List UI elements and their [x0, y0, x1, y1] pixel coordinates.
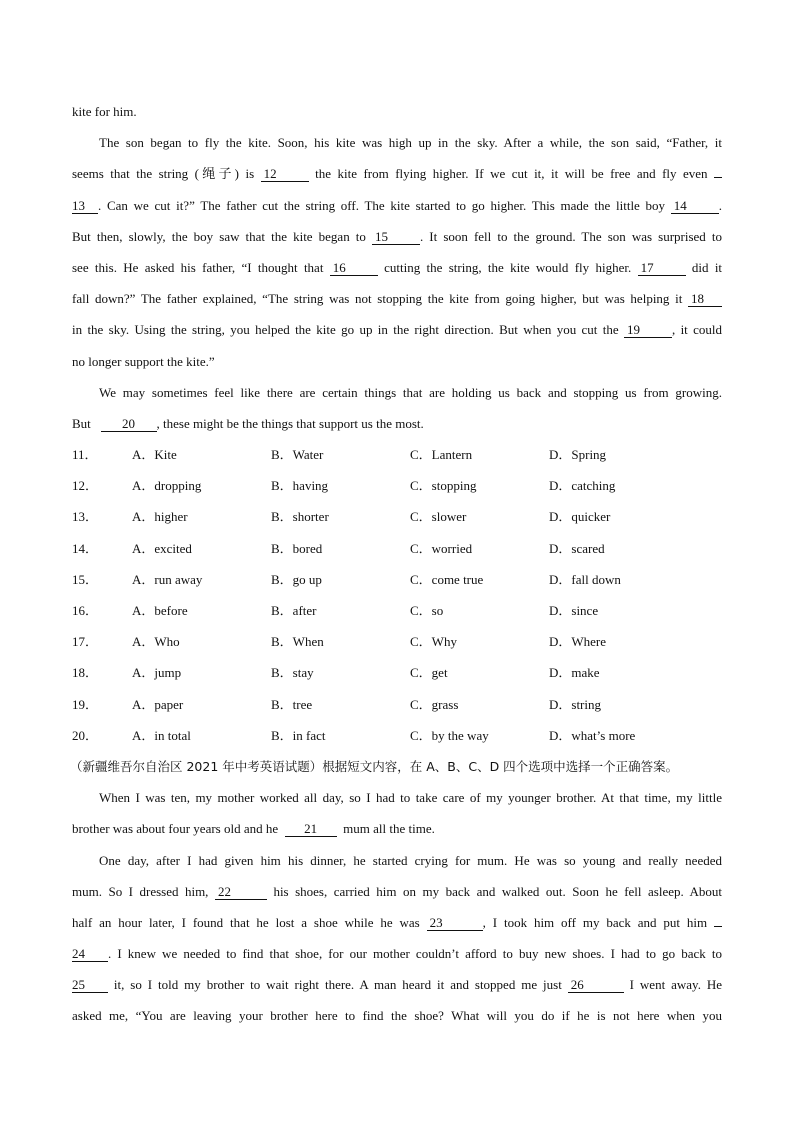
option-d[interactable]: D．since — [549, 603, 599, 618]
option-b[interactable]: B．tree — [271, 696, 313, 712]
option-a[interactable]: A．run away — [132, 571, 203, 587]
blank-15[interactable]: 15 — [372, 230, 420, 245]
blank-18[interactable]: 18 — [688, 292, 722, 307]
option-c[interactable]: C．Why — [410, 634, 457, 650]
question-option-row — [72, 595, 722, 626]
option-b[interactable]: B．bored — [271, 540, 323, 556]
question-option-row — [72, 470, 722, 501]
question-number: 20． — [72, 727, 99, 743]
blank-23[interactable]: 23 — [427, 916, 483, 931]
question-option-row — [72, 657, 722, 688]
option-c[interactable]: C．Lantern — [410, 447, 473, 463]
passage1-line: But then, slowly, the boy saw that the kite began to 15 . It soon fell to the ground. The son was surprised to — [72, 228, 722, 244]
passage2-line: half an hour later, I found that he lost a shoe while he was 23 , I took him off my back and put him — [72, 907, 722, 938]
option-a[interactable]: A．paper — [132, 696, 184, 712]
question-number: 11． — [72, 447, 98, 463]
question-option-row — [72, 501, 722, 532]
passage1-line: no longer support the kite.” — [72, 353, 215, 369]
question-number: 13． — [72, 509, 99, 525]
option-b[interactable]: B．stay — [271, 665, 314, 681]
passage2-line: 25 it, so I told my brother to wait right there. A man heard it and stopped me just 26 I went away. He — [72, 977, 723, 993]
option-b[interactable]: B．having — [271, 478, 329, 494]
blank-24[interactable]: 24 — [72, 947, 108, 962]
question-option-row — [72, 564, 722, 595]
question-number: 12． — [72, 478, 99, 494]
option-d[interactable]: D．scared — [549, 540, 605, 556]
blank-26[interactable]: 26 — [568, 978, 624, 993]
blank-13-start[interactable] — [714, 177, 722, 178]
passage2-line: brother was about four years old and he 21 mum all the time. — [72, 821, 435, 837]
question-option-row — [72, 689, 722, 720]
blank-24-start[interactable] — [714, 926, 722, 927]
options-list — [72, 439, 722, 751]
option-c[interactable]: C．stopping — [410, 478, 477, 494]
passage2-line: 24 . I knew we needed to find that shoe, for our mother couldn’t afford to buy new shoes. I had to go back to — [72, 946, 722, 962]
option-b[interactable]: B．shorter — [271, 509, 329, 525]
blank-16[interactable]: 16 — [330, 261, 378, 276]
option-a[interactable]: A．Kite — [132, 447, 177, 463]
option-a[interactable]: A．excited — [132, 540, 192, 556]
passage2-line: asked me, “You are leaving your brother here to find the shoe? What will you do if he is not here when you — [72, 1008, 722, 1024]
option-d[interactable]: D．Where — [549, 634, 607, 650]
option-d[interactable]: D．catching — [549, 478, 616, 494]
blank-25[interactable]: 25 — [72, 978, 108, 993]
option-b[interactable]: B．When — [271, 634, 324, 650]
passage1-line: But 20 , these might be the things that support us the most. — [72, 415, 424, 431]
option-d[interactable]: D．make — [549, 665, 600, 681]
option-d[interactable]: D．quicker — [549, 509, 611, 525]
question-option-row — [72, 626, 722, 657]
blank-12[interactable]: 12 — [261, 167, 309, 182]
blank-14[interactable]: 14 — [671, 199, 719, 214]
option-c[interactable]: C．worried — [410, 540, 473, 556]
option-a[interactable]: A．Who — [132, 634, 180, 650]
option-c[interactable]: C．by the way — [410, 727, 489, 743]
passage1-line: fall down?” The father explained, “The string was not stopping the kite from going higher, but was helping it 18 — [72, 283, 722, 314]
option-b[interactable]: B．Water — [271, 447, 324, 463]
passage1-line: We may sometimes feel like there are certain things that are holding us back and stopping us from growing. — [99, 384, 722, 400]
question-number: 14． — [72, 540, 99, 556]
option-c[interactable]: C．so — [410, 603, 444, 618]
question-number: 15． — [72, 571, 99, 587]
question-number: 16． — [72, 603, 99, 618]
question-number: 17． — [72, 634, 99, 650]
option-c[interactable]: C．slower — [410, 509, 467, 525]
question-option-row — [72, 720, 722, 751]
option-d[interactable]: D．fall down — [549, 571, 621, 587]
option-c[interactable]: C．get — [410, 665, 448, 681]
option-a[interactable]: A．higher — [132, 509, 188, 525]
document-page — [72, 96, 722, 1032]
option-b[interactable]: B．go up — [271, 571, 322, 587]
blank-20[interactable]: 20 — [101, 417, 157, 432]
option-a[interactable]: A．dropping — [132, 478, 202, 494]
passage1-line: seems that the string (绳子) is 12 the kite from flying higher. If we cut it, it will be free and fly even — [72, 158, 722, 189]
passage1-line: The son began to fly the kite. Soon, his kite was high up in the sky. After a while, the son said, “Father, it — [99, 135, 722, 151]
passage1-line: 13 . Can we cut it?” The father cut the string off. The kite started to go higher. This made the little boy 14 . — [72, 197, 723, 213]
option-a[interactable]: A．before — [132, 603, 188, 618]
option-a[interactable]: A．in total — [132, 727, 191, 743]
blank-22[interactable]: 22 — [215, 885, 267, 900]
option-c[interactable]: C．come true — [410, 571, 484, 587]
passage2-line: mum. So I dressed him, 22 his shoes, carried him on my back and walked out. Soon he fell asleep. About — [72, 883, 723, 899]
question-option-row — [72, 533, 722, 564]
passage2-line: When I was ten, my mother worked all day, so I had to take care of my younger brother. At that time, my little — [99, 790, 722, 806]
option-b[interactable]: B．after — [271, 603, 317, 618]
section-instruction: （新疆维吾尔自治区 2021 年中考英语试题）根据短文内容，在 A、B、C、D 四个选项中选择一个正确答案。 — [70, 758, 679, 774]
option-d[interactable]: D．Spring — [549, 447, 607, 463]
blank-13[interactable]: 13 — [72, 199, 98, 214]
blank-21[interactable]: 21 — [285, 822, 337, 837]
passage2-line: One day, after I had given him his dinner, he started crying for mum. He was so young and really needed — [99, 852, 722, 868]
option-a[interactable]: A．jump — [132, 665, 182, 681]
passage1-line: in the sky. Using the string, you helped the kite go up in the right direction. But when you cut the 19 , it could — [72, 322, 723, 338]
passage1-line: kite for him. — [72, 104, 137, 119]
question-number: 18． — [72, 665, 99, 681]
option-d[interactable]: D．string — [549, 696, 602, 712]
passage1-line: see this. He asked his father, “I thought that 16 cutting the string, the kite would fly higher. 17 did it — [72, 259, 723, 275]
option-b[interactable]: B．in fact — [271, 727, 326, 743]
blank-17[interactable]: 17 — [638, 261, 686, 276]
question-option-row — [72, 439, 722, 470]
blank-19[interactable]: 19 — [624, 323, 672, 338]
option-d[interactable]: D．what’s more — [549, 727, 636, 743]
question-number: 19． — [72, 696, 99, 712]
option-c[interactable]: C．grass — [410, 696, 459, 712]
